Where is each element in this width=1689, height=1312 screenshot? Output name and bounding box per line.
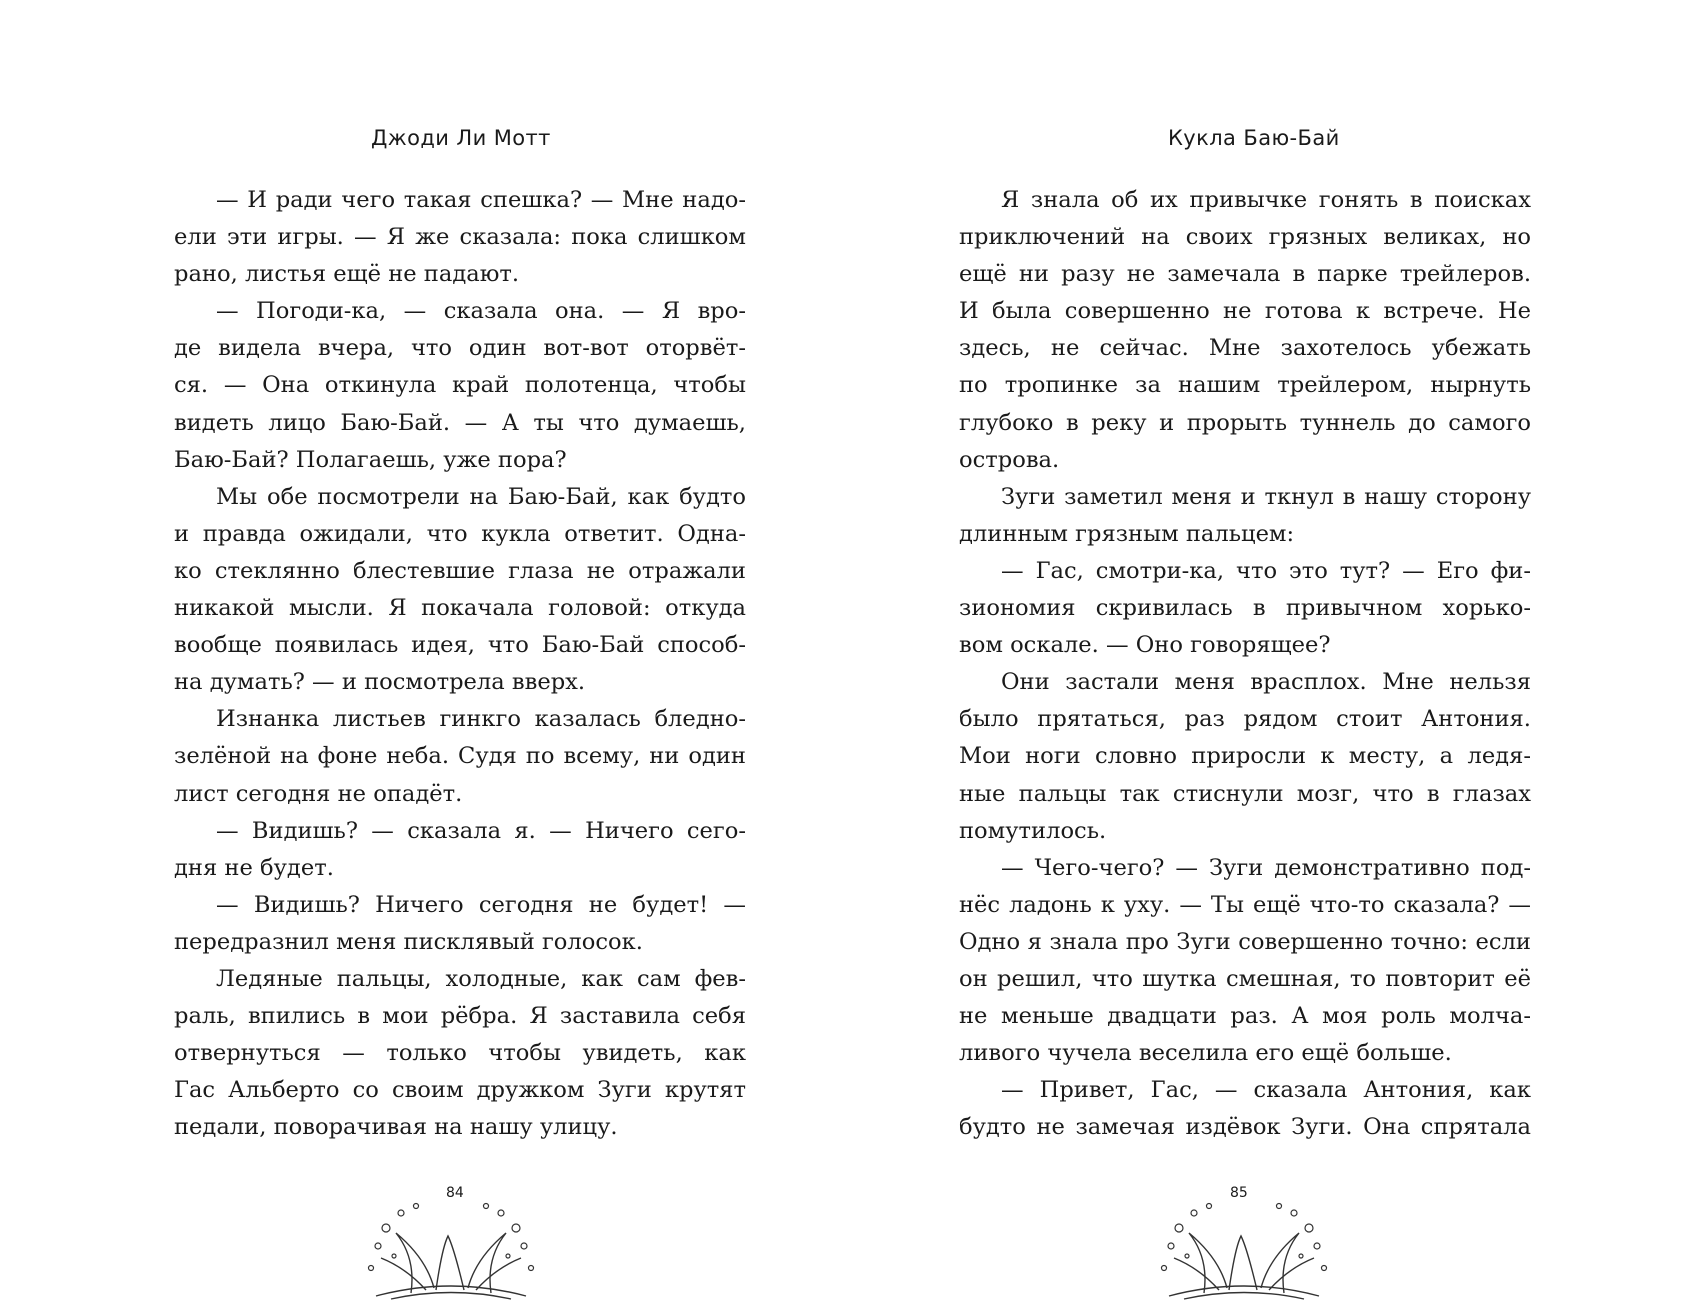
text-line: он решил, что шутка смешная, то повторит её [959,965,1531,992]
running-head-title: Кукла Баю-Бай [1168,126,1340,150]
text-line: нёс ладонь к уху. — Ты ещё что-то сказала? — [959,891,1531,918]
text-line: на думать? — и посмотрела вверх. [174,669,586,696]
text-line: ко стеклянно блестевшие глаза не отражали [174,557,746,584]
text-line: Они застали меня врасплох. Мне нельзя [1001,669,1531,696]
text-line: ещё ни разу не замечала в парке трейлеров. [959,261,1531,288]
text-line: никакой мысли. Я покачала головой: откуда [174,595,746,622]
text-line: Изнанка листьев гинкго казалась бледно- [216,706,746,733]
running-head-author: Джоди Ли Мотт [371,126,551,150]
water-splash-icon [356,1178,546,1302]
text-line: острова. [959,446,1060,473]
text-line: педали, поворачивая на нашу улицу. [174,1114,618,1141]
page-number: 85 [1230,1185,1248,1201]
text-line: Мы обе посмотрели на Баю-Бай, как будто [216,483,746,510]
page-number: 84 [446,1185,464,1201]
text-line: будто не замечая издёвок Зуги. Она спрятала [959,1114,1531,1141]
text-line: передразнил меня писклявый голосок. [174,928,643,955]
text-line: рано, листья ещё не падают. [174,261,520,288]
text-line: раль, впились в мои рёбра. Я заставила себя [174,1003,746,1030]
right-page [845,0,1689,1312]
text-line: — Привет, Гас, — сказала Антония, как [1001,1077,1531,1104]
text-line: Баю-Бай? Полагаешь, уже пора? [174,446,567,473]
text-line: Мои ноги словно приросли к месту, а ледя- [959,743,1531,770]
text-line: Я знала об их привычке гонять в поисках [1001,187,1531,213]
text-line: вообще появилась идея, что Баю-Бай способ- [174,632,746,659]
text-line: — Чего-чего? — Зуги демонстративно под- [1001,854,1531,881]
text-line: — Гас, смотри-ка, что это тут? — Его фи- [1001,557,1531,584]
text-line: глубоко в реку и прорыть туннель до самого [959,409,1531,436]
text-line: отвернуться — только чтобы увидеть, как [174,1040,746,1067]
text-line: Зуги заметил меня и ткнул в нашу сторону [1001,483,1531,510]
left-page [0,0,844,1312]
text-line: дня не будет. [174,854,334,881]
text-line: зелёной на фоне неба. Судя по всему, ни один [174,743,746,770]
text-line: ные пальцы так стиснули мозг, что в глазах [959,780,1531,807]
text-line: ливого чучела веселила его ещё больше. [959,1040,1452,1067]
body-text [959,182,1531,1146]
water-splash-icon [1149,1178,1339,1302]
text-line: по тропинке за нашим трейлером, нырнуть [959,372,1531,399]
text-line: вом оскале. — Оно говорящее? [959,632,1331,659]
text-line: здесь, не сейчас. Мне захотелось убежать [959,335,1531,362]
text-line: — Видишь? Ничего сегодня не будет! — [216,891,746,918]
text-line: зиономия скривилась в привычном хорько- [959,595,1531,622]
text-line: — Видишь? — сказала я. — Ничего сего- [216,817,746,844]
text-line: и правда ожидали, что кукла ответит. Одна- [174,520,746,547]
text-line: ся. — Она откинула край полотенца, чтобы [174,372,746,399]
text-line: Ледяные пальцы, холодные, как сам фев- [216,965,746,992]
body-text [174,182,746,1146]
text-line: Гас Альберто со своим дружком Зуги крутят [174,1077,746,1104]
text-line: было прятаться, раз рядом стоит Антония. [959,706,1531,733]
text-line: длинным грязным пальцем: [959,520,1295,547]
text-line: видеть лицо Баю-Бай. — А ты что думаешь, [174,409,746,436]
text-line: де видела вчера, что один вот-вот оторвёт- [174,335,746,362]
text-line: И была совершенно не готова к встрече. Не [959,298,1531,325]
text-line: помутилось. [959,817,1107,844]
text-line: не меньше двадцати раз. А моя роль молча- [959,1003,1531,1030]
text-line: лист сегодня не опадёт. [174,780,463,807]
text-line: — И ради чего такая спешка? — Мне надо- [216,187,746,213]
text-line: ели эти игры. — Я же сказала: пока слишком [174,224,746,251]
text-line: — Погоди-ка, — сказала она. — Я вро- [216,298,746,325]
text-line: приключений на своих грязных великах, но [959,224,1531,251]
text-line: Одно я знала про Зуги совершенно точно: если [959,928,1531,955]
